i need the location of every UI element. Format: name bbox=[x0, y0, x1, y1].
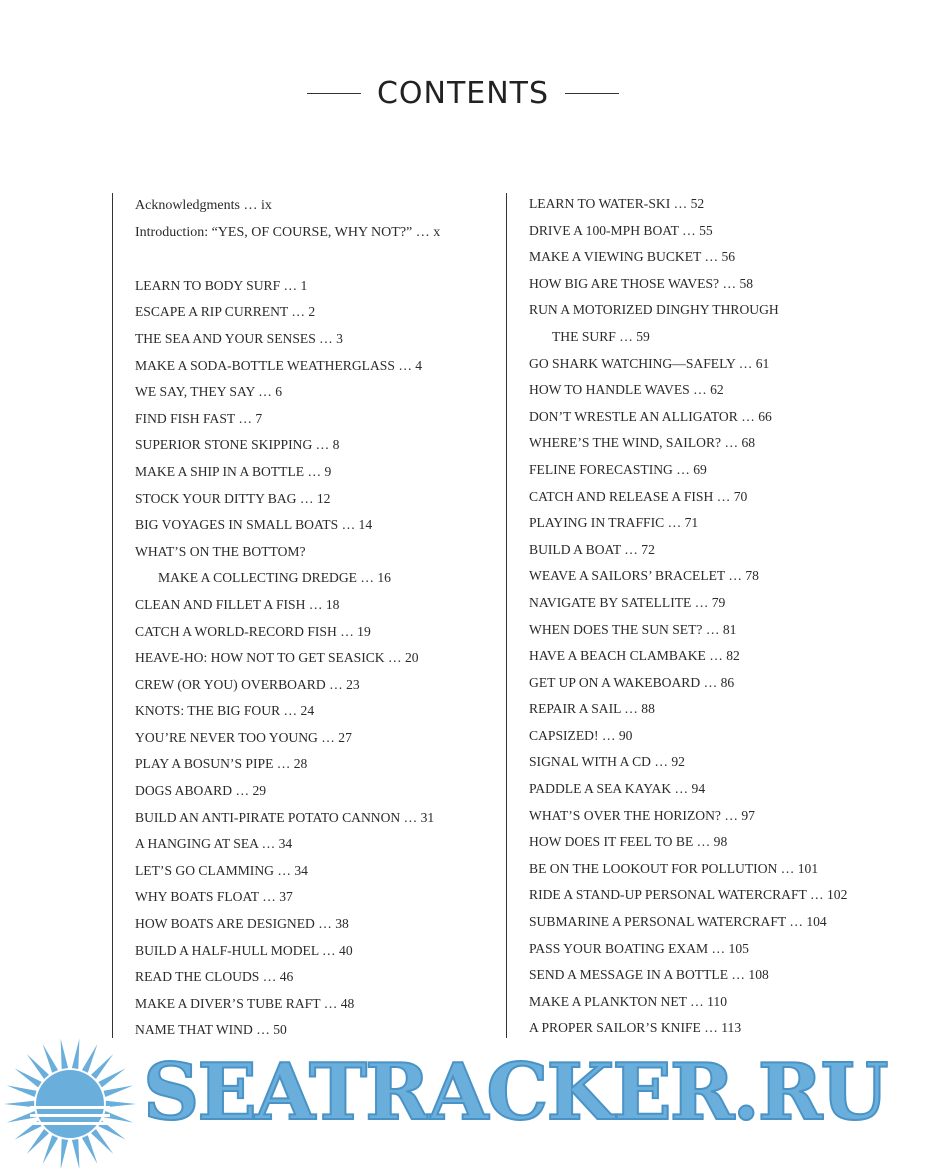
sun-ray bbox=[43, 1135, 58, 1164]
title-rule-right bbox=[565, 93, 619, 95]
toc-entry: WHAT’S ON THE BOTTOM? bbox=[135, 543, 306, 559]
toc-entry: WHERE’S THE WIND, SAILOR? … 68 bbox=[529, 435, 756, 451]
toc-entry: A HANGING AT SEA … 34 bbox=[135, 836, 293, 852]
toc-entry: WHAT’S OVER THE HORIZON? … 97 bbox=[529, 807, 755, 823]
toc-column-right bbox=[506, 193, 926, 1038]
toc-entry: PADDLE A SEA KAYAK … 94 bbox=[529, 781, 706, 797]
sun-ray bbox=[91, 1129, 113, 1154]
toc-entry: THE SEA AND YOUR SENSES … 3 bbox=[135, 330, 343, 346]
sun-ray bbox=[82, 1044, 97, 1073]
toc-entry: BUILD A BOAT … 72 bbox=[529, 541, 655, 557]
sun-ray bbox=[82, 1135, 97, 1164]
toc-entry: PLAY A BOSUN’S PIPE … 28 bbox=[135, 756, 308, 772]
toc-entry: Acknowledgments … ix bbox=[135, 198, 272, 213]
toc-entry: BUILD AN ANTI-PIRATE POTATO CANNON … 31 bbox=[135, 809, 435, 825]
toc-list-right bbox=[529, 191, 926, 1042]
toc-entry: THE SURF … 59 bbox=[552, 328, 650, 344]
toc-entry: MAKE A COLLECTING DREDGE … 16 bbox=[158, 570, 391, 586]
toc-entry: SUBMARINE A PERSONAL WATERCRAFT … 104 bbox=[529, 914, 827, 930]
front-matter-list bbox=[135, 193, 505, 246]
toc-entry: CAPSIZED! … 90 bbox=[529, 727, 633, 743]
toc-entry: SIGNAL WITH A CD … 92 bbox=[529, 754, 685, 770]
toc-entry: LEARN TO BODY SURF … 1 bbox=[135, 277, 308, 293]
toc-entry: KNOTS: THE BIG FOUR … 24 bbox=[135, 703, 315, 719]
toc-entry: HOW BOATS ARE DESIGNED … 38 bbox=[135, 916, 349, 932]
toc-entry: REPAIR A SAIL … 88 bbox=[529, 701, 655, 717]
toc-entry: MAKE A SODA-BOTTLE WEATHERGLASS … 4 bbox=[135, 357, 423, 373]
toc-entry: LEARN TO WATER-SKI … 52 bbox=[529, 196, 705, 211]
sun-ray bbox=[61, 1139, 68, 1168]
section-gap bbox=[135, 246, 505, 273]
sun-ray bbox=[98, 1068, 125, 1087]
toc-entry: CATCH A WORLD-RECORD FISH … 19 bbox=[135, 623, 371, 639]
sun-ray bbox=[43, 1044, 58, 1073]
toc-column-left bbox=[112, 193, 505, 1038]
toc-entry: CATCH AND RELEASE A FISH … 70 bbox=[529, 488, 748, 504]
sun-ray bbox=[72, 1039, 79, 1069]
sun-ray bbox=[72, 1139, 79, 1168]
toc-entry: MAKE A PLANKTON NET … 110 bbox=[529, 993, 727, 1009]
toc-entry: BE ON THE LOOKOUT FOR POLLUTION … 101 bbox=[529, 860, 819, 876]
toc-entry: DRIVE A 100-MPH BOAT … 55 bbox=[529, 222, 713, 238]
sun-ray bbox=[106, 1101, 136, 1107]
toc-entry: HOW DOES IT FEEL TO BE … 98 bbox=[529, 834, 728, 850]
toc-entry: MAKE A DIVER’S TUBE RAFT … 48 bbox=[135, 995, 355, 1011]
toc-entry: LET’S GO CLAMMING … 34 bbox=[135, 862, 308, 878]
toc-list-left bbox=[135, 273, 505, 1044]
toc-entry: PLAYING IN TRAFFIC … 71 bbox=[529, 515, 699, 531]
sun-ray bbox=[103, 1085, 133, 1097]
toc-entry: FIND FISH FAST … 7 bbox=[135, 410, 263, 426]
sun-ray bbox=[91, 1054, 113, 1079]
toc-entry: NAME THAT WIND … 50 bbox=[135, 1022, 287, 1038]
toc-entry: HOW BIG ARE THOSE WAVES? … 58 bbox=[529, 275, 754, 291]
page-title-block bbox=[0, 76, 926, 111]
toc-entry: WEAVE A SAILORS’ BRACELET … 78 bbox=[529, 568, 759, 584]
toc-entry: WHEN DOES THE SUN SET? … 81 bbox=[529, 621, 737, 637]
sun-logo-icon bbox=[0, 1030, 140, 1168]
toc-entry: HEAVE-HO: HOW NOT TO GET SEASICK … 20 bbox=[135, 650, 419, 666]
toc-entry: MAKE A VIEWING BUCKET … 56 bbox=[529, 249, 736, 265]
sun-ray bbox=[27, 1129, 49, 1154]
toc-entry: CREW (OR YOU) OVERBOARD … 23 bbox=[135, 676, 360, 692]
toc-entry: RIDE A STAND-UP PERSONAL WATERCRAFT … 102 bbox=[529, 887, 848, 903]
sun-ray bbox=[4, 1101, 34, 1107]
toc-entry: Introduction: “YES, OF COURSE, WHY NOT?” … x bbox=[135, 224, 441, 240]
toc-entry: A PROPER SAILOR’S KNIFE … 113 bbox=[529, 1020, 742, 1036]
toc-entry: BIG VOYAGES IN SMALL BOATS … 14 bbox=[135, 517, 373, 533]
toc-entry: MAKE A SHIP IN A BOTTLE … 9 bbox=[135, 463, 332, 479]
toc-entry: NAVIGATE BY SATELLITE … 79 bbox=[529, 594, 726, 610]
toc-entry: SUPERIOR STONE SKIPPING … 8 bbox=[135, 437, 340, 453]
title-rule-left bbox=[307, 93, 361, 95]
toc-entry: HAVE A BEACH CLAMBAKE … 82 bbox=[529, 648, 740, 664]
watermark-text: SEATRACKER.RU bbox=[143, 1047, 887, 1138]
toc-entry: ESCAPE A RIP CURRENT … 2 bbox=[135, 304, 316, 320]
toc-entry: DOGS ABOARD … 29 bbox=[135, 783, 267, 799]
sun-ray bbox=[14, 1068, 41, 1087]
toc-entry: RUN A MOTORIZED DINGHY THROUGH bbox=[529, 302, 779, 318]
toc-entry: CLEAN AND FILLET A FISH … 18 bbox=[135, 596, 340, 612]
sun-ray bbox=[27, 1054, 49, 1079]
toc-entry: STOCK YOUR DITTY BAG … 12 bbox=[135, 490, 331, 506]
toc-entry: SEND A MESSAGE IN A BOTTLE … 108 bbox=[529, 967, 769, 983]
toc-entry: BUILD A HALF-HULL MODEL … 40 bbox=[135, 942, 353, 958]
toc-entry: DON’T WRESTLE AN ALLIGATOR … 66 bbox=[529, 408, 772, 424]
toc-entry: HOW TO HANDLE WAVES … 62 bbox=[529, 382, 724, 398]
sun-ray bbox=[7, 1085, 37, 1097]
toc-entry: FELINE FORECASTING … 69 bbox=[529, 461, 707, 477]
watermark bbox=[0, 1030, 926, 1168]
toc-entry: PASS YOUR BOATING EXAM … 105 bbox=[529, 940, 749, 956]
toc-entry: GO SHARK WATCHING—SAFELY … 61 bbox=[529, 355, 770, 371]
toc-entry: WHY BOATS FLOAT … 37 bbox=[135, 889, 293, 905]
toc-entry: YOU’RE NEVER TOO YOUNG … 27 bbox=[135, 729, 352, 745]
sun-ray bbox=[61, 1039, 68, 1069]
title-inner bbox=[307, 76, 619, 111]
toc-entry: READ THE CLOUDS … 46 bbox=[135, 969, 294, 985]
toc-entry: GET UP ON A WAKEBOARD … 86 bbox=[529, 674, 735, 690]
page-title: CONTENTS bbox=[376, 76, 550, 111]
toc-entry: WE SAY, THEY SAY … 6 bbox=[135, 384, 283, 400]
